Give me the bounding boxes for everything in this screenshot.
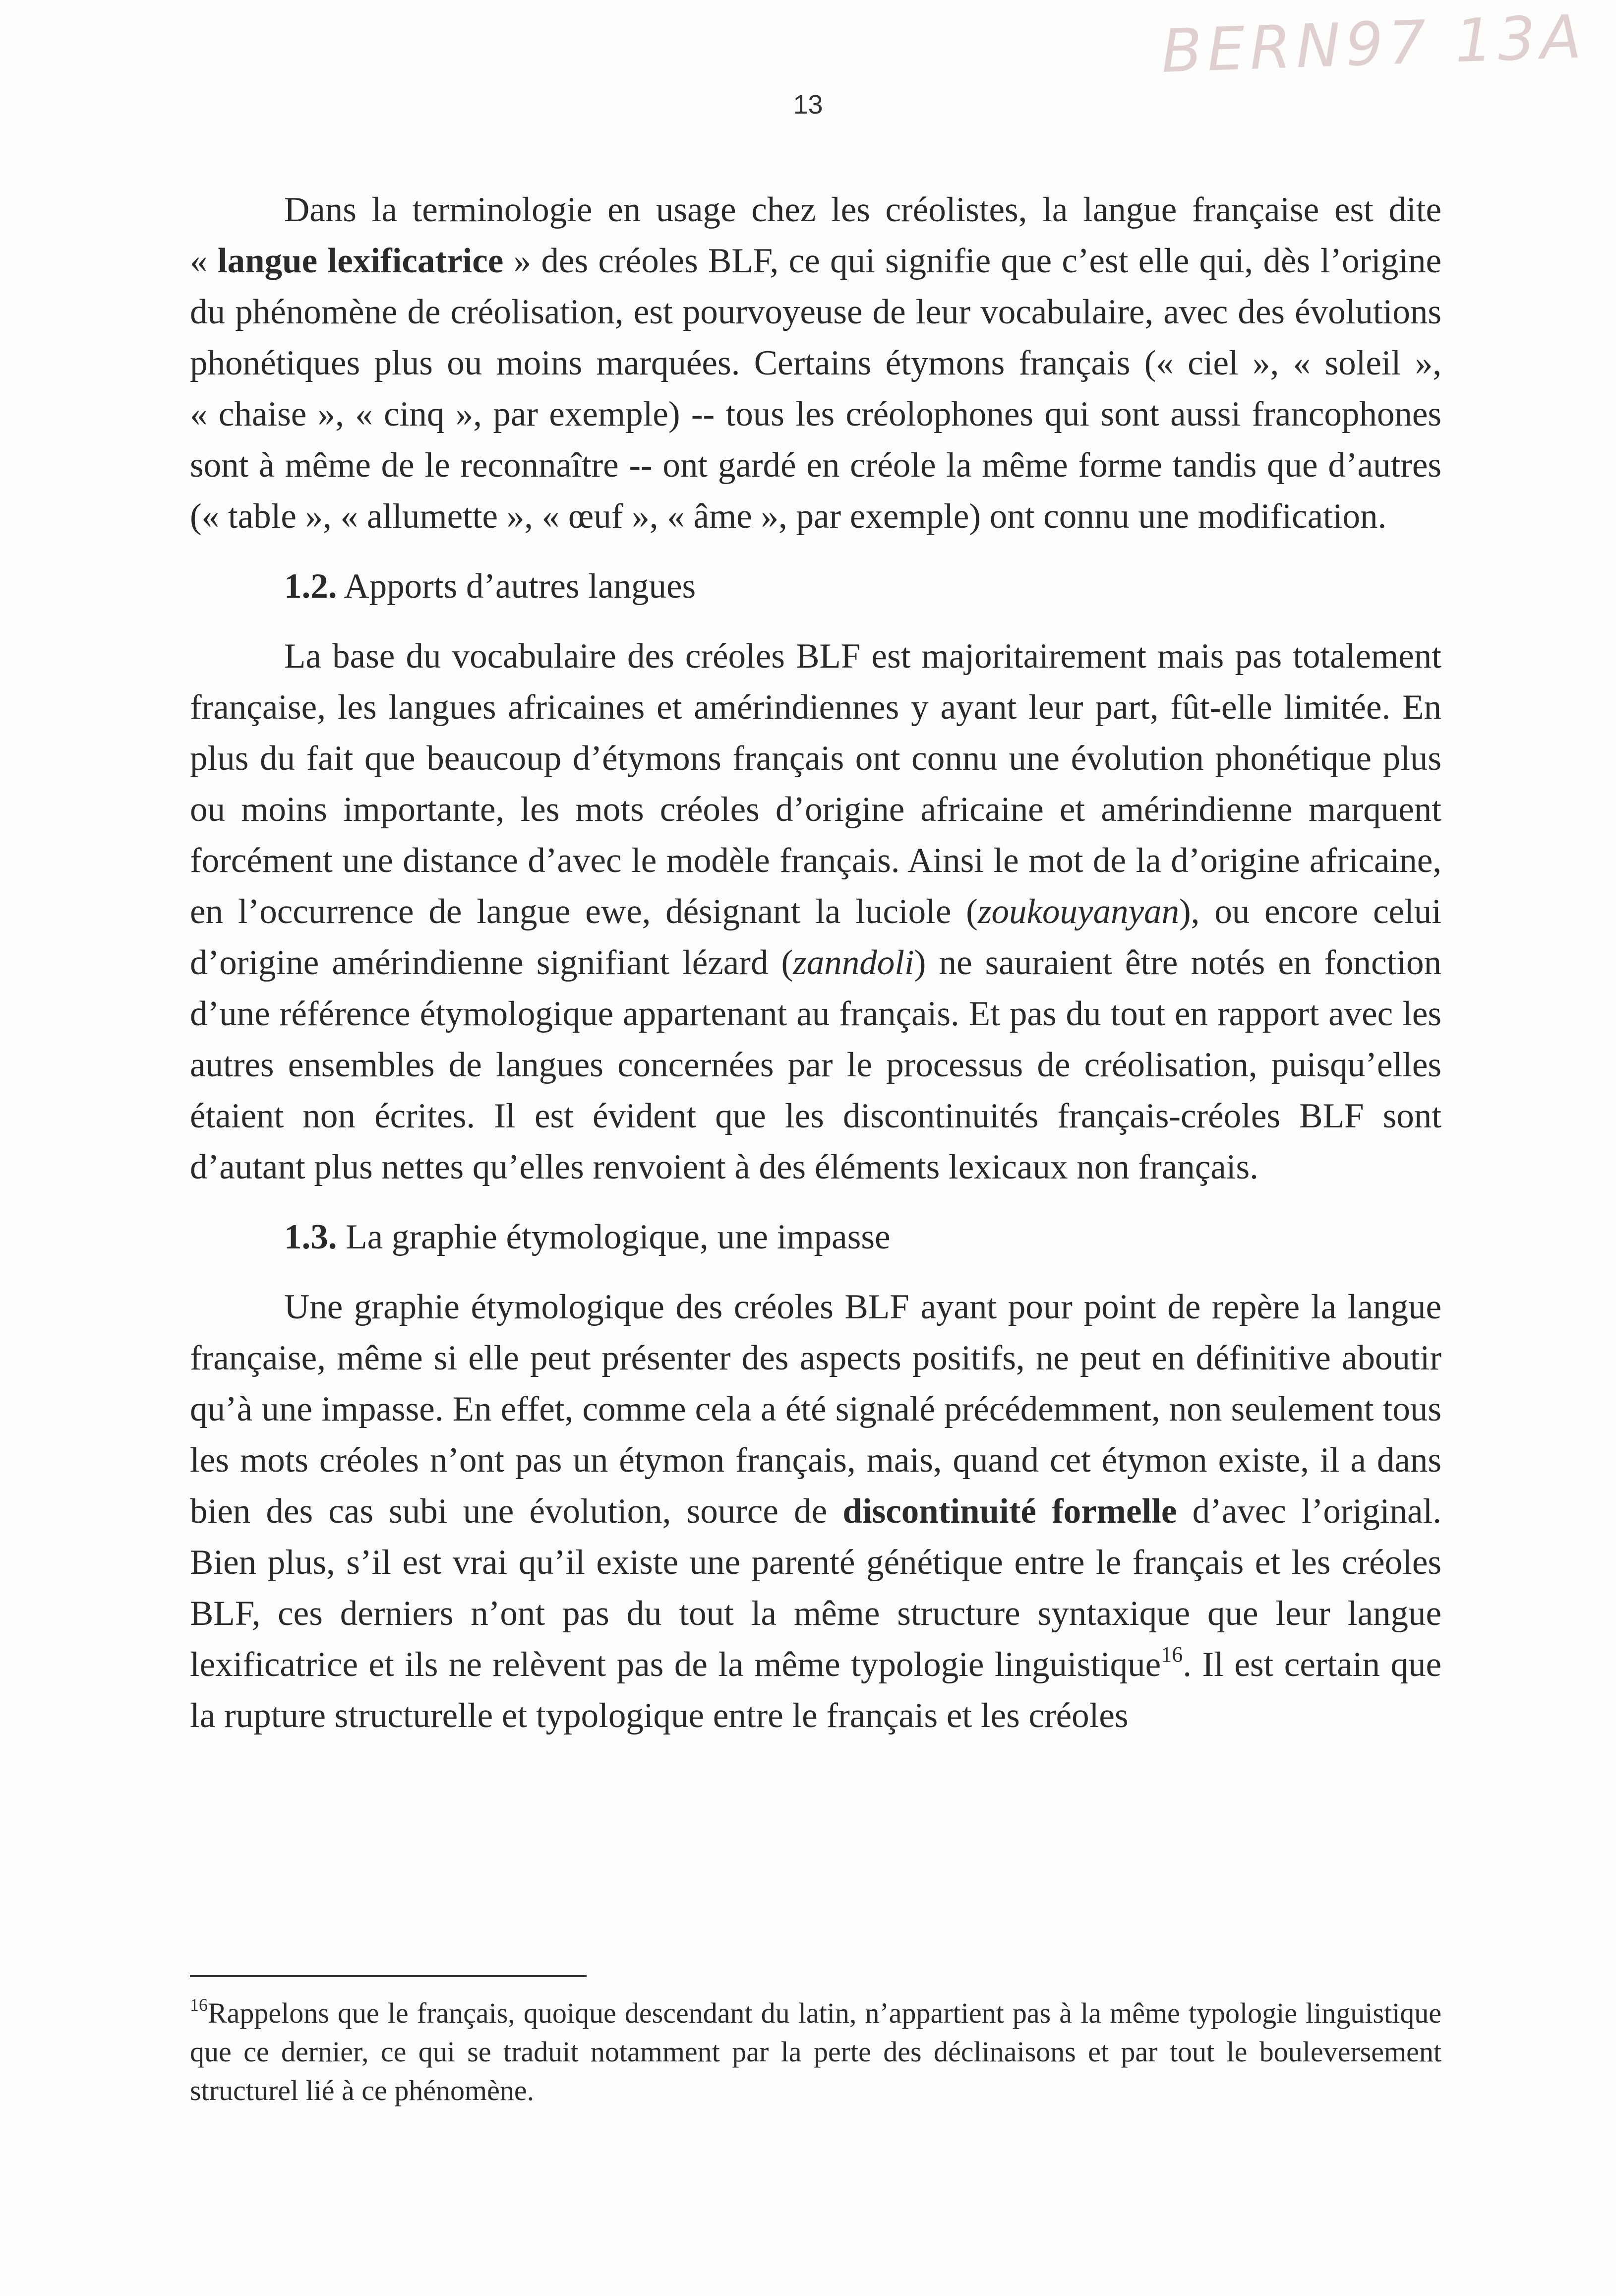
term-langue-lexificatrice: langue lexificatrice [217, 242, 504, 280]
footnote-text: Rappelons que le français, quoique descendant du latin, n’appartient pas à la même typologie linguistique que ce dernier, ce qui se traduit notamment par la perte des déclinaisons et par tout le bouleversement structurel lié à ce phénomène. [190, 1997, 1441, 2107]
term-zanndoli: zanndoli [793, 943, 914, 982]
paragraph-3: Une graphie étymologique des créoles BLF ayant pour point de repère la langue française, même si elle peut présenter des aspects positifs, ne peut en définitive aboutir qu’à une impasse. En effet, comme cela a été signalé précédemment, non seulement tous les mots créoles n’ont pas un étymon français, mais, quand cet étymon existe, il a dans bien des cas subi une évolution, source de discontinuité formelle d’avec l’original. Bien plus, s’il est vrai qu’il existe une parenté génétique entre le français et les créoles BLF, ces derniers n’ont pas du tout la même structure syntaxique que leur langue lexificatrice et ils ne relèvent pas de la même typologie linguistique$^{16}$. Il est certain que la rupture structurelle et typologique entre le français et les créoles [190, 1288, 1441, 1735]
body-text [190, 185, 1441, 1741]
term-discontinuite-formelle: discontinuité formelle [842, 1492, 1177, 1531]
paragraph-2: La base du vocabulaire des créoles BLF est majoritairement mais pas totalement française, les langues africaines et amérindiennes y ayant leur part, fût-elle limitée. En plus du fait que beaucoup d’étymons français ont connu une évolution phonétique plus ou moins importante, les mots créoles d’origine africaine et amérindienne marquent forcément une distance d’avec le modèle français. Ainsi le mot de la d’origine africaine, en l’occurrence de langue ewe, désignant la luciole (zoukouyanyan), ou encore celui d’origine amérindienne signifiant lézard (zanndoli) ne sauraient être notés en fonction d’une référence étymologique appartenant au français. Et pas du tout en rapport avec les autres ensembles de langues concernées par le processus de créolisation, puisqu’elles étaient non écrites. Il est évident que les discontinuités français-créoles BLF sont d’autant plus nettes qu’elles renvoient à des éléments lexicaux non français. [190, 637, 1442, 1186]
section-title: Apports d’autres langues [337, 567, 696, 606]
section-title: La graphie étymologique, une impasse [337, 1218, 891, 1256]
footnote [190, 1994, 1441, 2110]
section-number: 1.2. [284, 567, 337, 606]
section-heading-1-2 [190, 561, 1441, 612]
archive-handwritten-mark: BERN97 13A [1160, 2, 1588, 86]
section-number: 1.3. [284, 1218, 337, 1256]
section-heading-1-3 [190, 1212, 1441, 1263]
term-zoukouyanyan: zoukouyanyan [977, 892, 1179, 931]
page-number: 13 [793, 90, 823, 120]
footnote-reference: 16 [1161, 1642, 1183, 1667]
footnote-separator [190, 1975, 587, 1977]
footnote-number: 16 [190, 1995, 208, 2015]
paragraph-1: Dans la terminologie en usage chez les créolistes, la langue française est dite « langue lexificatrice » des créoles BLF, ce qui signifie que c’est elle qui, dès l’origine du phénomène de créolisation, est pourvoyeuse de leur vocabulaire, avec des évolutions phonétiques plus ou moins marquées. Certains étymons français (« ciel », « soleil », « chaise », « cinq », par exemple) -- tous les créolophones qui sont aussi francophones sont à même de le reconnaître -- ont gardé en créole la même forme tandis que d’autres (« table », « allumette », « œuf », « âme », par exemple) ont connu une modification. [190, 190, 1442, 536]
